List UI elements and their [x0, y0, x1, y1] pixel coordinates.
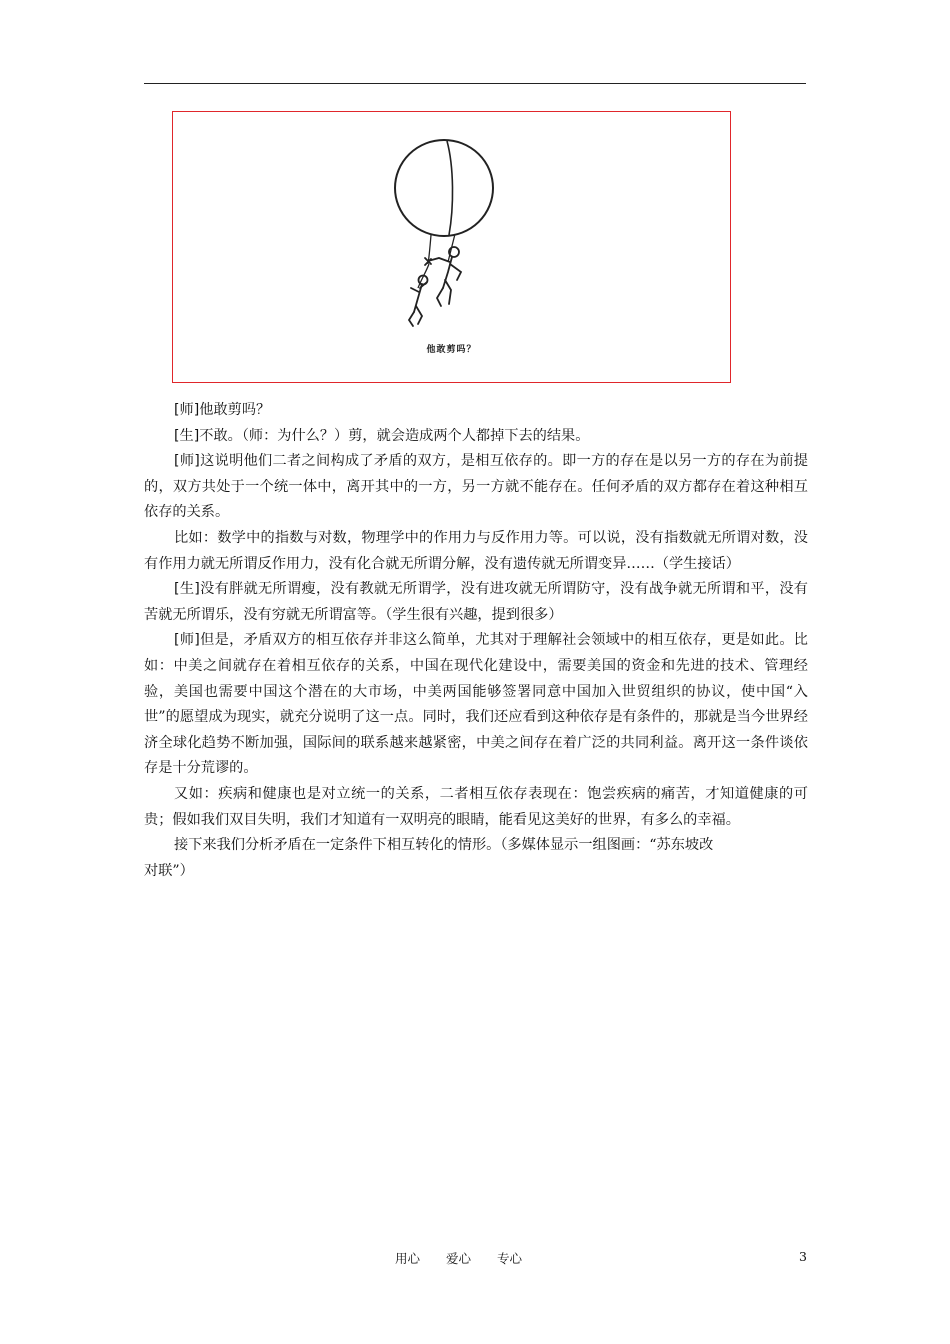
header-rule	[144, 83, 806, 84]
speaker-tag: [生]	[174, 581, 200, 598]
paragraph-text: 他敢剪吗？	[199, 402, 271, 418]
paragraph	[144, 859, 808, 885]
speaker-tag: [师]	[174, 453, 200, 470]
paragraph	[144, 449, 808, 526]
speaker-tag: [师]	[174, 402, 200, 418]
paragraph	[144, 577, 808, 628]
lesson-transcript	[144, 398, 808, 884]
balloon-illustration	[172, 111, 731, 383]
hanging-figure	[409, 276, 428, 327]
paragraph	[144, 833, 808, 859]
paragraph-text: 接下来我们分析矛盾在一定条件下相互转化的情形。（多媒体显示一组图画：“苏东坡改	[174, 837, 714, 854]
page-number: 3	[799, 1249, 807, 1264]
motto-word: 爱心	[446, 1251, 472, 1266]
speaker-tag: [师]	[174, 632, 200, 649]
paragraph-text: 对联”）	[144, 862, 194, 879]
figure-caption: 他敢剪吗？	[426, 345, 477, 355]
paragraph-text: 没有胖就无所谓瘦，没有教就无所谓学，没有进攻就无所谓防守，没有战争就无所谓和平，没有苦就无所谓乐，没有穷就无所谓富等。（学生很有兴趣，提到很多）	[144, 581, 808, 623]
paragraph-text: 又如：疾病和健康也是对立统一的关系，二者相互依存表现在：饱尝疾病的痛苦，才知道健康的可贵；假如我们双目失明，我们才知道有一双明亮的眼睛，能看见这美好的世界，有多么的幸福。	[144, 785, 808, 828]
balloon-shape	[395, 140, 493, 236]
motto-word: 用心	[395, 1251, 421, 1266]
speaker-tag: [生]	[174, 427, 200, 444]
motto-word: 专心	[497, 1251, 523, 1266]
paragraph-text: 不敢。（师：为什么？）剪，就会造成两个人都掉下去的结果。	[199, 427, 590, 444]
footer-motto	[395, 1249, 544, 1267]
paragraph-text: 这说明他们二者之间构成了矛盾的双方，是相互依存的。即一方的存在是以另一方的存在为前提的，双方共处于一个统一体中，离开其中的一方，另一方就不能存在。任何矛盾的双方都存在着这种相互依存的关系。	[144, 453, 808, 521]
paragraph-text: 比如：数学中的指数与对数，物理学中的作用力与反作用力等。可以说，没有指数就无所谓对数，没有作用力就无所谓反作用力，没有化合就无所谓分解，没有遗传就无所谓变异……（学生接话）	[144, 529, 808, 572]
paragraph	[144, 526, 808, 577]
figure-with-scissors	[425, 247, 461, 306]
paragraph	[144, 782, 808, 833]
balloon-seam	[447, 141, 453, 235]
paragraph-text: 但是，矛盾双方的相互依存并非这么简单，尤其对于理解社会领域中的相互依存，更是如此。比如：中美之间就存在着相互依存的关系，中国在现代化建设中，需要美国的资金和先进的技术、管理经验，美国也需要中国这个潜在的大市场，中美两国能够签署同意中国加入世贸组织的协议，使中国“入世”的愿望成为现实，就充分说明了这一点。同时，我们还应看到这种依存是有条件的，那就是当今世界经济全球化趋势不断加强，国际间的联系越来越紧密，中美之间存在着广泛的共同利益。离开这一条件谈依存是十分荒谬的。	[144, 632, 808, 777]
paragraph	[144, 424, 808, 450]
paragraph	[144, 398, 808, 424]
paragraph	[144, 628, 808, 782]
